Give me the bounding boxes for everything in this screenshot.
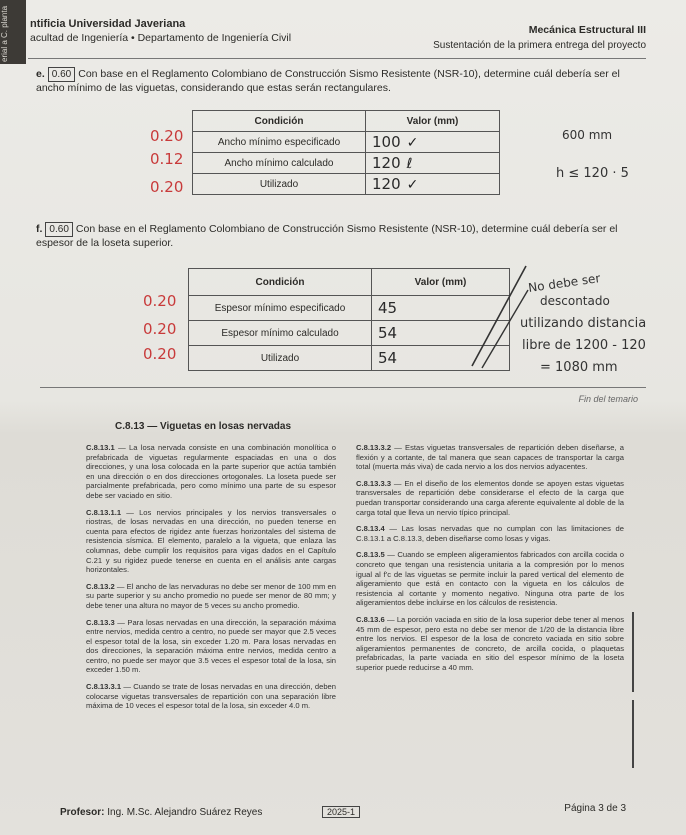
value-cell: 45: [372, 296, 510, 321]
table-row: [189, 296, 510, 321]
question-f: [36, 222, 638, 250]
change-bar: [632, 700, 634, 768]
question-letter: f.: [36, 223, 43, 235]
value-cell: 120 ✓: [366, 174, 500, 195]
course-name: Mecánica Estructural III: [528, 24, 646, 36]
margin-note: 600 mm: [562, 128, 613, 142]
professor-line: Profesor: Ing. M.Sc. Alejandro Suárez Reyes: [60, 807, 263, 818]
table-row: [193, 153, 500, 174]
margin-note: libre de 1200 - 120: [522, 338, 646, 353]
header-rule: [28, 58, 646, 59]
end-note: Fin del temario: [578, 394, 638, 404]
code-paragraph: C.8.13.2 — El ancho de las nervaduras no debe ser menor de 100 mm en su parte superior y su ancho promedio no puede ser menor de 80 mm; y debe tener una altura no mayor de 5 veces su ancho promedio.: [86, 581, 336, 610]
condition-cell: Utilizado: [193, 174, 366, 195]
check-icon: ✓: [406, 177, 419, 193]
spine-strip: erial a C. planta: [0, 0, 26, 64]
university-name: ntificia Universidad Javeriana: [30, 18, 186, 30]
code-paragraph: C.8.13.4 — Las losas nervadas que no cumplan con las limitaciones de C.8.13.1 a C.8.13.3, deben diseñarse como losas y vigas.: [356, 524, 624, 543]
exam-subtitle: Sustentación de la primera entrega del proyecto: [433, 40, 646, 51]
question-e: [36, 67, 638, 95]
question-text: Con base en el Reglamento Colombiano de Construcción Sismo Resistente (NSR-10), determine cuál debería ser el ancho mínimo de las viguetas, considerando que estas serán rectangulares.: [36, 68, 620, 94]
page-footer: [60, 803, 626, 818]
code-paragraph: C.8.13.6 — La porción vaciada en sitio de la losa superior debe tener al menos 45 mm de espesor, pero esta no debe ser menor de 1/20 de la distancia libre entre los nervios. El espesor de la losa de concreto vaciada en sitio sobre aligeramientos permanentes de concreto, de arcilla cocida, o plaquetas prefabricadas, la parte vaciada en sitio del espesor mínimo de la loseta superior puede reducirse a 40 mm.: [356, 614, 624, 672]
page-number: Página 3 de 3: [564, 803, 626, 814]
table-row: [189, 321, 510, 346]
table-ancho: [192, 110, 500, 195]
condition-cell: Utilizado: [189, 346, 372, 371]
col-header: Condición: [193, 111, 366, 132]
col-header: Valor (mm): [372, 269, 510, 296]
term-badge: 2025-1: [322, 806, 360, 818]
margin-note: descontado: [540, 294, 610, 308]
code-paragraph: C.8.13.1.1 — Los nervios principales y los nervios transversales o riostras, de losas nervadas en una dirección, no pueden tenerse en cuenta para efectos de rigidez ante fuerzas horizontales del sistema de resistencia sísmica. El elemento, paralelo a la vigueta, que enlaza las columnas, debe cumplir los requisitos para vigas dados en el Capítulo C.21 y su rigidez puede tenerse en cuenta en el análisis ante cargas horizontales.: [86, 507, 336, 575]
code-paragraph: C.8.13.3.2 — Estas viguetas transversales de repartición deben diseñarse, a flexión y a cortante, de tal manera que sean capaces de transportar la carga total (muerta más viva) de cada nervio a los dos nervios adyacentes.: [356, 443, 624, 472]
score-box: 0.60: [48, 67, 75, 82]
margin-note: No debe ser: [527, 271, 602, 295]
col-header: Condición: [189, 269, 372, 296]
page-header: [30, 18, 646, 51]
grade-mark: 0.12: [150, 150, 184, 168]
col-header: Valor (mm): [366, 111, 500, 132]
value-cell: 120 ℓ: [366, 153, 500, 174]
grade-mark: 0.20: [143, 292, 177, 310]
condition-cell: Ancho mínimo calculado: [193, 153, 366, 174]
question-text: Con base en el Reglamento Colombiano de Construcción Sismo Resistente (NSR-10), determine cuál debería ser el espesor de la loseta superior.: [36, 223, 618, 249]
code-paragraph: C.8.13.3 — Para losas nervadas en una dirección, la separación máxima entre nervios, medida centro a centro, no puede ser mayor que 2.5 veces el espesor total de la losa, sin exceder 1.20 m. Para losas nervadas en dos direcciones, la separación máxima entre nervios, medida centro a centro, no puede ser mayor que 3.5 veces el espesor total de la losa, sin exceder 1.50 m.: [86, 617, 336, 675]
table-row: [189, 346, 510, 371]
change-bar: [632, 612, 634, 692]
code-paragraph: C.8.13.1 — La losa nervada consiste en una combinación monolítica o prefabricada de viguetas regularmente espaciadas en una o dos direcciones, y una losa colocada en la parte superior que actúa también en una dirección o en dos direcciones ortogonales. La loseta puede ser parcialmente prefabricada, pero como mínimo una parte de su espesor debe ser vaciado en sitio.: [86, 443, 336, 500]
grade-mark: 0.20: [150, 127, 184, 145]
condition-cell: Ancho mínimo especificado: [193, 132, 366, 153]
table-espesor: [188, 268, 510, 371]
code-paragraph: C.8.13.5 — Cuando se empleen aligeramientos fabricados con arcilla cocida o concreto que tengan una resistencia unitaria a la compresión por lo menos igual al f'c de las viguetas se permite incluir la pared vertical del elemento de aligeramiento que está en contacto con la vigueta en los cálculos de resistencia al cortante y momento negativo. Ninguna otra parte de los aligeramientos debe incluirse en los cálculos de resistencia.: [356, 550, 624, 608]
end-rule: [40, 387, 646, 388]
faculty-line: acultad de Ingeniería • Departamento de Ingeniería Civil: [30, 32, 292, 44]
grade-mark: 0.20: [150, 178, 184, 196]
code-column-left: [86, 443, 336, 718]
margin-note: utilizando distancia: [520, 316, 647, 331]
check-icon: ✓: [406, 135, 419, 151]
grade-mark: 0.20: [143, 345, 177, 363]
margin-note: = 1080 mm: [540, 360, 618, 375]
table-row: [193, 132, 500, 153]
table-row: [193, 174, 500, 195]
partial-mark-icon: ℓ: [406, 156, 413, 172]
question-letter: e.: [36, 68, 45, 80]
condition-cell: Espesor mínimo especificado: [189, 296, 372, 321]
code-column-right: [356, 443, 624, 679]
score-box: 0.60: [45, 222, 72, 237]
value-cell: 54: [372, 321, 510, 346]
section-title: C.8.13 — Viguetas en losas nervadas: [115, 421, 292, 432]
value-cell: 54: [372, 346, 510, 371]
grade-mark: 0.20: [143, 320, 177, 338]
code-paragraph: C.8.13.3.1 — Cuando se trate de losas nervadas en una dirección, deben colocarse viguetas transversales de repartición con una separación libre máxima de 10 veces el espesor total de la losa, sin exceder 4.0 m.: [86, 682, 336, 711]
code-paragraph: C.8.13.3.3 — En el diseño de los elementos donde se apoyen estas viguetas transversales de repartición debe considerarse el efecto de la carga que puedan transportar considerando una carga aferente equivalente al doble de la carga total que lleva un nervio típico principal.: [356, 478, 624, 517]
margin-note: h ≤ 120 · 5: [556, 166, 629, 181]
value-cell: 100 ✓: [366, 132, 500, 153]
condition-cell: Espesor mínimo calculado: [189, 321, 372, 346]
